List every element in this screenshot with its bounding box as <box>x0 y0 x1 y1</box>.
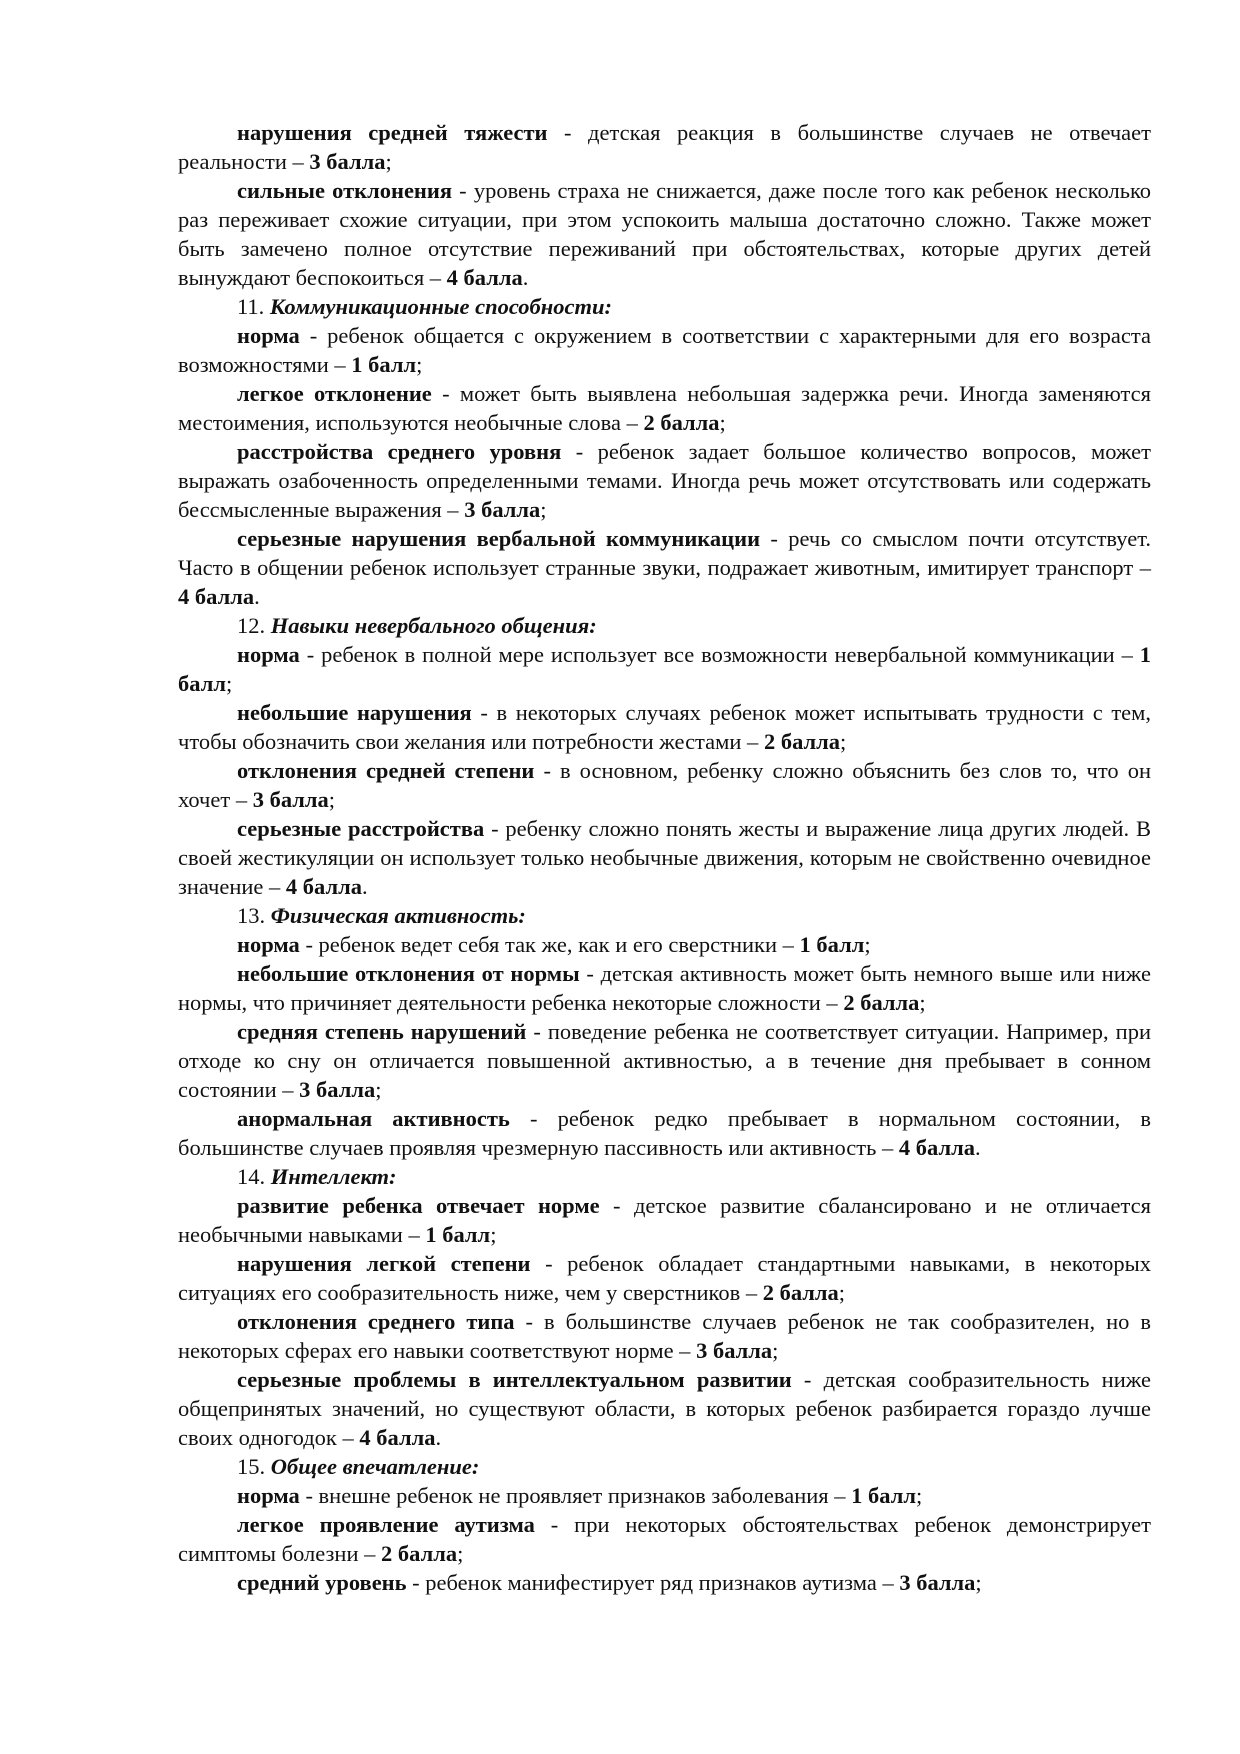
criterion-term: средняя степень нарушений <box>237 1019 527 1044</box>
criterion-score: 2 балла <box>381 1541 458 1566</box>
criterion-description: - при некоторых обстоятельствах ребенок демонстрирует симптомы болезни – <box>178 1512 1151 1566</box>
criterion-score: 2 балла <box>763 729 841 754</box>
criterion-score: 1 балл <box>851 1483 916 1508</box>
criterion-end-punct: ; <box>975 1570 982 1595</box>
criterion-paragraph <box>178 814 1151 901</box>
criterion-term: серьезные расстройства <box>237 816 485 841</box>
criterion-term: серьезные нарушения вербальной коммуникации <box>237 526 761 551</box>
criterion-score: 2 балла <box>762 1280 839 1305</box>
criterion-end-punct: . <box>435 1425 442 1450</box>
criterion-end-punct: ; <box>915 1483 923 1508</box>
criterion-end-punct: ; <box>838 1280 846 1305</box>
criterion-description: - ребенок общается с окружением в соответствии с характерными для его возраста возможностями – <box>178 323 1151 377</box>
criterion-paragraph <box>178 118 1151 176</box>
criterion-term: норма <box>237 642 300 667</box>
criterion-term: отклонения средней степени <box>237 758 535 783</box>
criterion-description: - поведение ребенка не соответствует ситуации. Например, при отходе ко сну он отличается повышенной активностью, а в течение дня пребывает в сонном состоянии – <box>178 1019 1152 1102</box>
criterion-term: анормальная активность <box>237 1106 510 1131</box>
criterion-score: 3 балла <box>309 149 386 174</box>
section-number: 15. <box>237 1454 266 1479</box>
section-title: Коммуникационные способности: <box>269 294 613 319</box>
criterion-score: 1 балл <box>178 642 1151 696</box>
criterion-paragraph <box>178 1481 1151 1510</box>
criterion-paragraph <box>178 524 1151 611</box>
criterion-score: 1 балл <box>799 932 865 957</box>
criterion-end-punct: ; <box>457 1541 464 1566</box>
criterion-term: средний уровень <box>237 1570 407 1595</box>
criterion-score: 3 балла <box>252 787 329 812</box>
criterion-end-punct: ; <box>919 990 926 1015</box>
criterion-score: 1 балл <box>425 1222 491 1247</box>
criterion-description: - ребенок редко пребывает в нормальном состоянии, в большинстве случаев проявляя чрезмерную пассивность или активность – <box>178 1106 1151 1160</box>
criterion-score: 4 балла <box>178 584 255 609</box>
criterion-end-punct: ; <box>719 410 726 435</box>
criterion-end-punct: . <box>361 874 368 899</box>
criterion-paragraph <box>178 756 1151 814</box>
criterion-paragraph <box>178 1365 1151 1452</box>
criterion-score: 2 балла <box>843 990 920 1015</box>
criterion-paragraph <box>178 640 1151 698</box>
criterion-paragraph <box>178 1568 1151 1597</box>
criterion-end-punct: ; <box>772 1338 779 1363</box>
section-heading <box>178 901 1151 930</box>
criterion-end-punct: . <box>522 265 529 290</box>
criterion-term: серьезные проблемы в интеллектуальном развитии <box>237 1367 792 1392</box>
criterion-term: небольшие нарушения <box>237 700 472 725</box>
section-number: 11. <box>237 294 265 319</box>
section-heading <box>178 1162 1151 1191</box>
section-number: 13. <box>237 903 266 928</box>
criterion-description: - в основном, ребенку сложно объяснить без слов то, что он хочет – <box>178 758 1151 812</box>
criterion-paragraph <box>178 698 1151 756</box>
criterion-end-punct: ; <box>225 671 233 696</box>
criterion-end-punct: ; <box>540 497 547 522</box>
criterion-term: легкое проявление аутизма <box>237 1512 535 1537</box>
criterion-score: 4 балла <box>359 1425 436 1450</box>
criterion-score: 3 балла <box>899 1570 976 1595</box>
criterion-end-punct: . <box>974 1135 981 1160</box>
criterion-score: 3 балла <box>696 1338 773 1363</box>
criterion-description: - уровень страха не снижается, даже после того как ребенок несколько раз переживает схожие ситуации, при этом успокоить малыша достаточно сложно. Также может быть замечено полное отсутствие переживаний при обстоятельствах, которые других детей вынуждают беспокоиться – <box>178 178 1151 290</box>
criterion-paragraph <box>178 1249 1151 1307</box>
criterion-term: небольшие отклонения от нормы <box>237 961 580 986</box>
criterion-score: 4 балла <box>446 265 523 290</box>
criterion-term: расстройства среднего уровня <box>237 439 562 464</box>
criterion-paragraph <box>178 321 1151 379</box>
criterion-description: - внешне ребенок не проявляет признаков заболевания – <box>299 1483 852 1508</box>
criterion-description: - может быть выявлена небольшая задержка речи. Иногда заменяются местоимения, используются необычные слова – <box>178 381 1151 435</box>
criterion-end-punct: ; <box>328 787 336 812</box>
section-heading <box>178 1452 1151 1481</box>
section-number: 14. <box>237 1164 266 1189</box>
criterion-term: норма <box>237 1483 300 1508</box>
criterion-end-punct: ; <box>840 729 847 754</box>
criterion-description: - ребенок в полной мере использует все возможности невербальной коммуникации – <box>299 642 1140 667</box>
criterion-end-punct: . <box>254 584 260 609</box>
criterion-description: - детская сообразительность ниже общепринятых значений, но существуют области, в которых ребенок разбирается гораздо лучше своих одногодок – <box>178 1367 1151 1450</box>
criterion-paragraph <box>178 1191 1151 1249</box>
criterion-paragraph <box>178 959 1151 1017</box>
criterion-end-punct: ; <box>375 1077 382 1102</box>
criterion-description: - ребенок задает большое количество вопросов, может выражать озабоченность определенными темами. Иногда речь может отсутствовать или содержать бессмысленные выражения – <box>178 439 1151 522</box>
criterion-paragraph <box>178 437 1151 524</box>
document-body <box>178 118 1151 1597</box>
criterion-paragraph <box>178 1017 1151 1104</box>
section-title: Общее впечатление: <box>270 1454 480 1479</box>
section-title: Интеллект: <box>270 1164 397 1189</box>
criterion-term: нарушения легкой степени <box>237 1251 531 1276</box>
section-number: 12. <box>237 613 266 638</box>
section-heading <box>178 611 1151 640</box>
section-title: Навыки невербального общения: <box>270 613 597 638</box>
criterion-description: - детское развитие сбалансировано и не отличается необычными навыками – <box>178 1193 1151 1247</box>
criterion-paragraph <box>178 1510 1151 1568</box>
section-heading <box>178 292 1151 321</box>
criterion-score: 3 балла <box>464 497 541 522</box>
criterion-end-punct: ; <box>864 932 871 957</box>
criterion-description: - ребенок ведет себя так же, как и его сверстники – <box>299 932 800 957</box>
criterion-description: - ребенок манифестирует ряд признаков аутизма – <box>406 1570 900 1595</box>
criterion-score: 1 балл <box>351 352 417 377</box>
criterion-score: 3 балла <box>299 1077 376 1102</box>
criterion-description: - ребенок обладает стандартными навыками, в некоторых ситуациях его сообразительность ниже, чем у сверстников – <box>178 1251 1151 1305</box>
criterion-description: - речь со смыслом почти отсутствует. Часто в общении ребенок использует странные звуки, подражает животным, имитирует транспорт – <box>178 526 1151 580</box>
criterion-term: отклонения среднего типа <box>237 1309 515 1334</box>
criterion-term: легкое отклонение <box>237 381 432 406</box>
criterion-score: 2 балла <box>643 410 720 435</box>
criterion-paragraph <box>178 379 1151 437</box>
criterion-term: норма <box>237 323 300 348</box>
criterion-term: сильные отклонения <box>237 178 453 203</box>
criterion-end-punct: ; <box>416 352 423 377</box>
criterion-paragraph <box>178 1104 1151 1162</box>
criterion-paragraph <box>178 930 1151 959</box>
criterion-paragraph <box>178 176 1151 292</box>
criterion-description: - детская реакция в большинстве случаев не отвечает реальности – <box>178 120 1151 174</box>
criterion-term: развитие ребенка отвечает норме <box>237 1193 600 1218</box>
criterion-score: 4 балла <box>898 1135 975 1160</box>
criterion-description: - детская активность может быть немного выше или ниже нормы, что причиняет деятельности ребенка некоторые сложности – <box>178 961 1151 1015</box>
criterion-score: 4 балла <box>285 874 362 899</box>
criterion-end-punct: ; <box>385 149 392 174</box>
criterion-description: - ребенку сложно понять жесты и выражение лица других людей. В своей жестикуляции он использует только необычные движения, которым не свойственно очевидное значение – <box>178 816 1151 899</box>
criterion-term: норма <box>237 932 300 957</box>
criterion-term: нарушения средней тяжести <box>237 120 548 145</box>
section-title: Физическая активность: <box>270 903 526 928</box>
criterion-end-punct: ; <box>490 1222 497 1247</box>
criterion-description: - в некоторых случаях ребенок может испытывать трудности с тем, чтобы обозначить свои желания или потребности жестами – <box>178 700 1152 754</box>
criterion-paragraph <box>178 1307 1151 1365</box>
criterion-description: - в большинстве случаев ребенок не так сообразителен, но в некоторых сферах его навыки соответствуют норме – <box>178 1309 1151 1363</box>
